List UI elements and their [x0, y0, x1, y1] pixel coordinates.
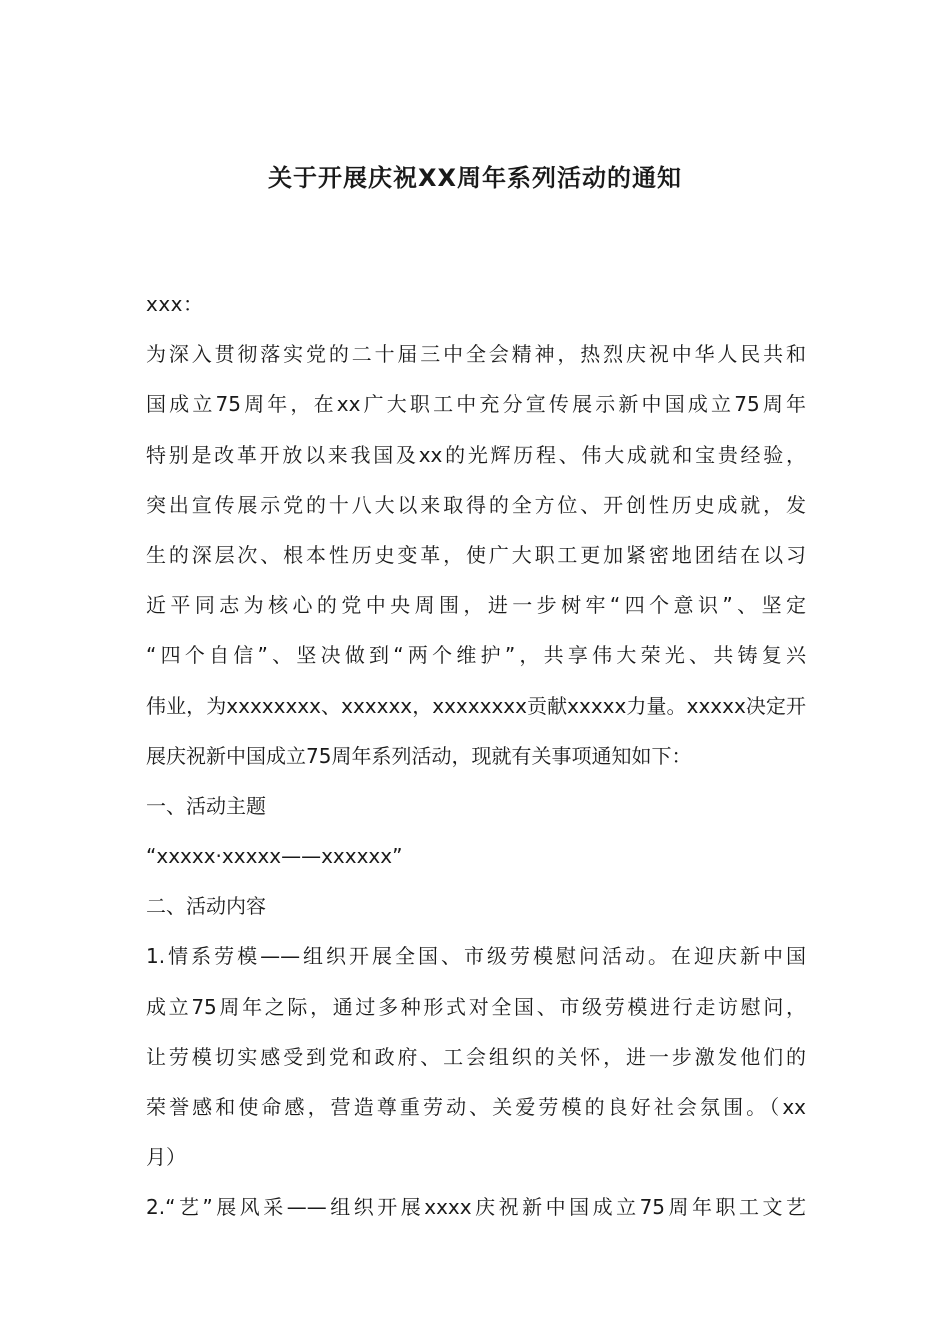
section-heading-content: 二、活动内容 [146, 894, 266, 919]
text-line: 特别是改革开放以来我国及xx的光辉历程、伟大成就和宝贵经验， [146, 442, 806, 467]
document-title: 关于开展庆祝XX周年系列活动的通知 [267, 164, 682, 192]
text-line: 展庆祝新中国成立75周年系列活动，现就有关事项通知如下： [146, 743, 692, 768]
activity-item-1 [146, 931, 806, 1182]
text-line: 突出宣传展示党的十八大以来取得的全方位、开创性历史成就，发 [146, 492, 806, 517]
text-line: 近平同志为核心的党中央周围，进一步树牢“四个意识”、坚定 [146, 593, 806, 618]
activity-theme: “xxxxx·xxxxx——xxxxxx” [146, 844, 403, 869]
document-body [146, 279, 806, 1233]
text-line: 为深入贯彻落实党的二十届三中全会精神，热烈庆祝中华人民共和 [146, 342, 806, 367]
text-line: 生的深层次、根本性历史变革，使广大职工更加紧密地团结在以习 [146, 542, 806, 567]
text-line: 让劳模切实感受到党和政府、工会组织的关怀，进一步激发他们的 [146, 1044, 806, 1069]
text-line: 荣誉感和使命感，营造尊重劳动、关爱劳模的良好社会氛围。（xx [146, 1095, 806, 1119]
text-line: 1.情系劳模——组织开展全国、市级劳模慰问活动。在迎庆新中国 [146, 944, 806, 969]
text-line: 国成立75周年，在xx广大职工中充分宣传展示新中国成立75周年 [146, 392, 806, 417]
salutation: xxx： [146, 292, 204, 316]
text-line: “四个自信”、坚决做到“两个维护”，共享伟大荣光、共铸复兴 [146, 643, 806, 668]
section-heading-theme: 一、活动主题 [146, 793, 266, 818]
text-line: 2.“艺”展风采——组织开展xxxx庆祝新中国成立75周年职工文艺 [146, 1195, 806, 1220]
activity-item-2 [146, 1182, 806, 1232]
text-line: 伟业，为xxxxxxxx、xxxxxx，xxxxxxxx贡献xxxxx力量。xxxxx决定开 [146, 693, 806, 718]
text-line: 月） [146, 1145, 186, 1170]
text-line: 成立75周年之际，通过多种形式对全国、市级劳模进行走访慰问， [146, 994, 806, 1019]
paragraph-intro [146, 329, 806, 781]
